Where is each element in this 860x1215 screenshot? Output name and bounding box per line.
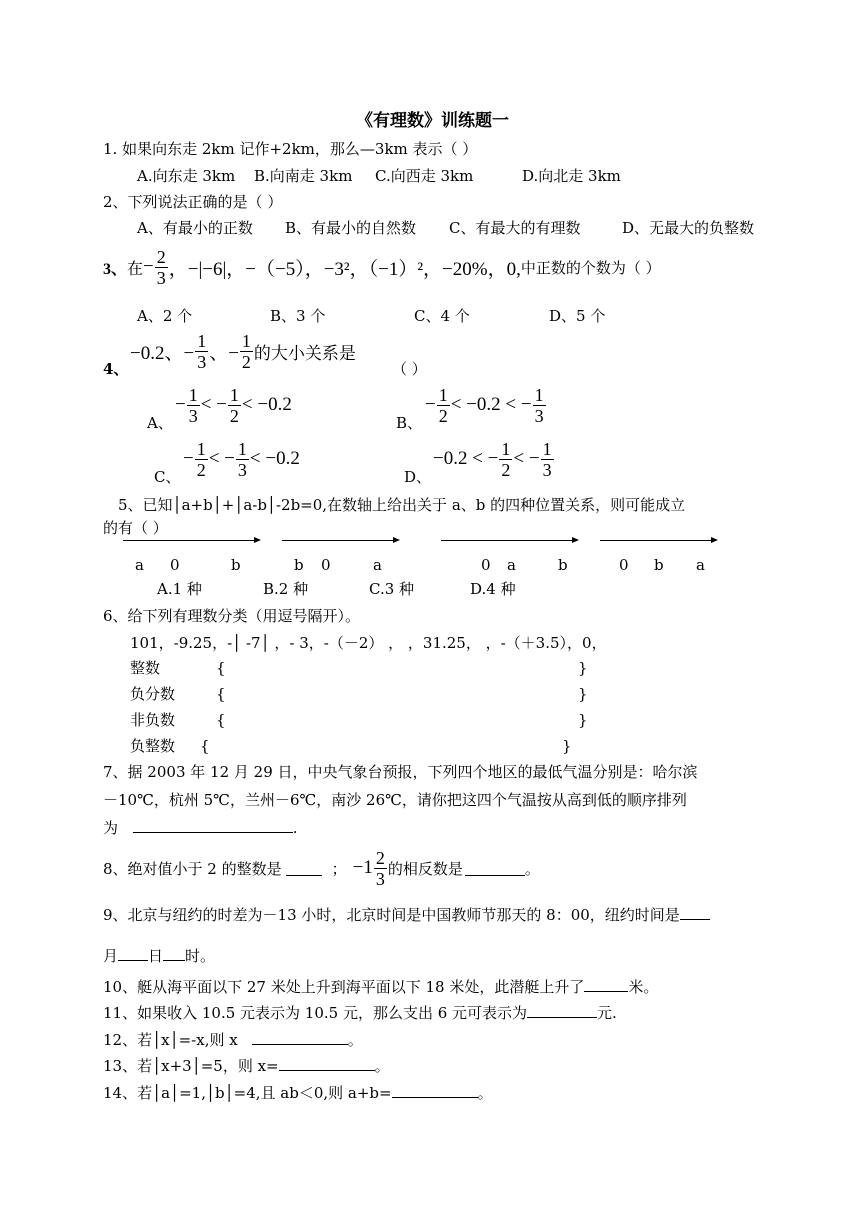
question-10: 10、艇从海平面以下 27 米处上升到海平面以下 18 米处，此潜艇上升了 米。 [103,978,659,996]
q4-option-c-label: C、 [154,468,181,486]
axis2-label-3: a [373,556,382,574]
question-7-line2: －10℃，杭州 5℃，兰州－6℃，南沙 26℃，请你把这四个气温按从高到低的顺序排列 [103,791,687,809]
q6-brace-close-1: } [578,659,588,677]
q8-blank-2[interactable] [465,861,525,876]
number-line-3 [441,540,577,541]
q12-blank[interactable] [252,1030,348,1045]
q3-option-c: C、4 个 [414,307,470,325]
q4-option-a-label: A、 [147,414,173,432]
q6-brace-open-1: { [216,659,226,677]
number-line-2 [282,540,398,541]
q11-blank[interactable] [527,1003,597,1018]
q4-option-b-label: B、 [396,414,423,432]
q5-option-a: A.1 种 [157,580,202,598]
q3-number: 3、 [103,260,128,278]
q4-paren: （ ） [392,360,427,378]
q6-brace-close-3: } [578,711,588,729]
q5-option-b: B.2 种 [263,580,309,598]
q3-option-b: B、3 个 [270,307,326,325]
q2-option-b: B、有最小的自然数 [285,219,417,237]
q6-brace-open-4: { [200,737,210,755]
axis2-label-1: b [294,556,304,574]
question-12: 12、若│x│=-x,则 x 。 [103,1031,363,1049]
question-13: 13、若│x+3│=5，则 x= 。 [103,1057,390,1075]
axis3-label-2: a [507,556,516,574]
number-line-4 [600,540,716,541]
q6-brace-close-2: } [578,685,588,703]
q4-option-d-expr: −0.2 < − $\frac{1}{2}$ < − $\frac{1}{3}$ [433,438,552,480]
question-2-stem: 2、下列说法正确的是（ ） [103,193,283,211]
q9-blank-month[interactable] [118,946,148,961]
q5-option-d: D.4 种 [470,580,516,598]
q9-blank-year[interactable] [680,905,710,920]
q3-option-d: D、5 个 [549,307,606,325]
axis1-label-3: b [231,556,241,574]
q6-brace-open-2: { [216,685,226,703]
q6-numbers: 101，-9.25，-│ -7│ ，- 3，-（－2） ， ，31.25， ，-（＋3.5），0， [130,634,607,652]
q2-option-c: C、有最大的有理数 [449,219,581,237]
axis4-label-3: a [696,556,705,574]
question-5-stem-line2: 的有（ ） [103,519,168,537]
question-5-stem-line1: 5、已知│a+b│+│a-b│-2b=0,在数轴上给出关于 a、b 的四种位置关系，则可能成立 [118,496,686,514]
number-line-1 [123,540,259,541]
q14-blank[interactable] [392,1083,478,1098]
q5-option-c: C.3 种 [369,580,415,598]
q4-option-a-expr: − $\frac{1}{3}$ < − $\frac{1}{2}$ < −0.2 [175,384,292,426]
q1-option-b: B.向南走 3km [254,167,353,185]
axis4-label-2: b [654,556,664,574]
axis3-label-1: 0 [481,556,491,574]
fraction-2-3: $\frac{2}{3}$ [156,246,166,288]
q4-stem-tail: 的大小关系是 [253,343,356,364]
question-6-stem: 6、给下列有理数分类（用逗号隔开）。 [103,607,361,625]
q2-option-d: D、无最大的负整数 [622,219,755,237]
q6-category-integer: 整数 [130,659,161,677]
question-7-line3: 为 . [103,819,298,837]
axis1-label-2: 0 [170,556,180,574]
q8-blank-1[interactable] [286,861,322,876]
q6-brace-open-3: { [216,711,226,729]
q1-option-c: C.向西走 3km [375,167,474,185]
q6-category-negative-fraction: 负分数 [130,685,176,703]
q6-category-nonnegative: 非负数 [130,711,176,729]
axis1-label-1: a [135,556,144,574]
q4-option-b-expr: − $\frac{1}{2}$ < −0.2 < − $\frac{1}{3}$ [425,384,544,426]
q1-option-a: A.向东走 3km [137,167,236,185]
q3-items: ，−|−6|，−（−5），−3²，（−1）²，−20%，0, [168,258,521,280]
q6-brace-close-4: } [562,737,572,755]
question-1-stem: 1. 如果向东走 2km 记作+2km，那么—3km 表示（ ） [103,140,478,158]
q6-category-negative-integer: 负整数 [130,737,176,755]
q9-blank-day[interactable] [163,946,185,961]
q3-pre: 在 [127,258,144,278]
q2-option-a: A、有最小的正数 [137,219,253,237]
axis2-label-2: 0 [321,556,331,574]
q4-number: 4、 [103,360,129,378]
question-7-line1: 7、据 2003 年 12 月 29 日，中央气象台预报，下列四个地区的最低气温分别是：哈尔滨 [103,763,698,781]
q4-option-d-label: D、 [404,468,432,486]
question-9-line1: 9、北京与纽约的时差为－13 小时，北京时间是中国教师节那天的 8：00，纽约时间是 [103,905,710,924]
axis4-label-1: 0 [619,556,629,574]
q4-option-c-expr: − $\frac{1}{2}$ < − $\frac{1}{3}$ < −0.2 [183,438,300,480]
question-9-line2: 月 日 时。 [103,947,216,965]
question-3-stem: 3、 在 − $\frac{2}{3}$ ，−|−6|，−（−5），−3²，（−1）²，−20%，0, 中正数的个数为（ ） [103,246,661,288]
question-8: 8、绝对值小于 2 的整数是 ； −1 $\frac{2}{3}$ 的相反数是 。 [103,847,540,889]
page-title: 《有理数》训练题一 [356,111,509,131]
question-11: 11、如果收入 10.5 元表示为 10.5 元，那么支出 6 元可表示为 元. [103,1004,617,1022]
question-14: 14、若│a│=1,│b│=4,且 ab＜0,则 a+b= 。 [103,1084,493,1102]
q3-post: 中正数的个数为（ ） [520,258,661,277]
question-4-expression: −0.2、− $\frac{1}{3}$ 、− $\frac{1}{2}$ 的大小关系是 [130,330,356,372]
q7-answer-blank[interactable] [133,818,293,833]
q10-blank[interactable] [584,977,628,992]
axis3-label-3: b [558,556,568,574]
q13-blank[interactable] [279,1056,375,1071]
q1-option-d: D.向北走 3km [522,167,621,185]
q3-option-a: A、2 个 [137,307,193,325]
